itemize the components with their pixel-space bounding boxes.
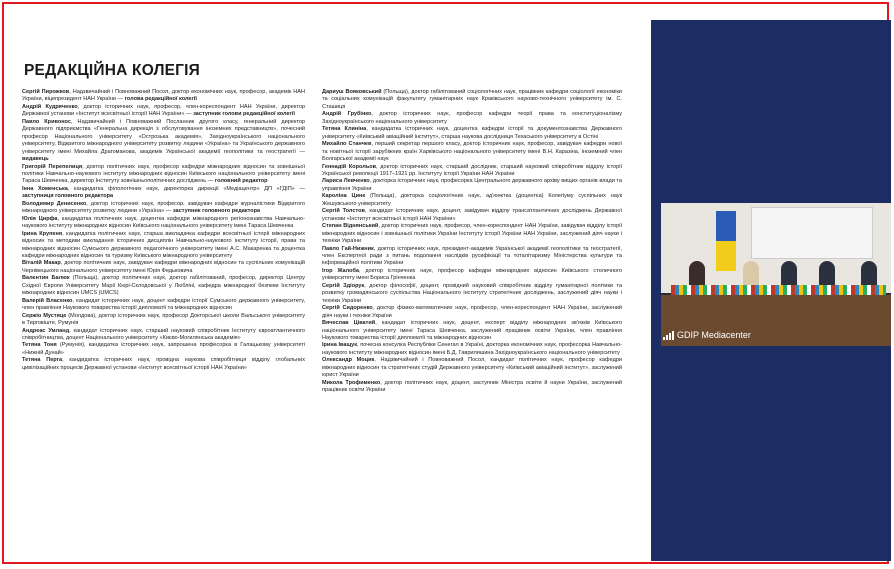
list-item xyxy=(322,305,622,320)
video-caption xyxy=(663,330,751,340)
member-name: Юлія Цирфа xyxy=(22,215,58,222)
member-name: Вячеслав Ціватий xyxy=(322,320,376,327)
member-role: видавець xyxy=(22,156,49,163)
member-text: , доктор історичних наук, старший дослідник, старший науковий співробітник відділу історії Української революції 1917–1921 рр. Інституту історії України НАН України xyxy=(322,163,622,177)
list-item xyxy=(322,246,622,268)
member-text: , кандидатка історичних наук, провідна наукова співробітниця відділу глобальних цивілізаційних процесів Державної установи «Інститут всесвітньої історії НАН України» xyxy=(22,357,305,371)
member-name: Павло Гай-Нижник xyxy=(322,245,374,252)
member-text: , Надзвичайний і Повноважний Посол, доктор економічних наук, професор, академік НАН України, віцепрезидент НАН України — xyxy=(22,89,305,103)
list-item xyxy=(322,141,622,163)
member-name: Андреас Умланд xyxy=(22,327,70,334)
member-text: , доктор історичних наук, професор, член-кореспондент НАН України, директор Державної установи «Інститут всесвітньої історії НАН України» — xyxy=(22,103,305,118)
member-text: , доктор історичних наук, професор кафедри міжнародних відносин Київського столичного університету імені Бориса Грінченка xyxy=(322,267,622,282)
member-text: , почесна консулка Республіки Сенегал в Україні, докторка економічних наук, професорка Навчально-наукового інституту міжнародних відносин імені Б.Д. Гаврилишина Західноукраїнського національного університету xyxy=(322,342,622,356)
member-role: головний редактор xyxy=(214,178,268,185)
member-name: Тетяна Перга xyxy=(22,357,63,364)
list-item xyxy=(322,320,622,342)
member-name: Кароліна Цинк xyxy=(322,193,366,200)
member-role: заступник головного редактора xyxy=(172,208,261,215)
list-item xyxy=(322,193,622,208)
list-item xyxy=(22,231,305,261)
list-item xyxy=(322,223,622,245)
member-name: Микола Трофименко xyxy=(322,379,381,386)
signal-bars-icon xyxy=(663,331,674,340)
video-thumbnail[interactable] xyxy=(661,203,891,346)
member-text: , доктор історичних наук, професор кафедри теорії права та конституціоналізму Західноукраїнського національного університету xyxy=(322,111,623,125)
member-name: Ірина Іващук xyxy=(322,342,358,349)
member-text: (Молдова), доктор історичних наук, професор Докторської школи Вальського університету в Тирговіште, Румунія xyxy=(22,312,305,327)
member-text: , докторка історичних наук, професорка Центрального державного архіву вищих органів влади та управління України xyxy=(322,178,622,192)
member-text: , кандидат історичних наук, доцент кафедри історії Сумського державного університету, член правління Наукового товариства історії дипломатії та міжнародних відносин xyxy=(22,297,306,312)
list-item xyxy=(322,268,622,283)
member-text: , перший секретар першого класу, доктор історичних наук, професор, завідувач кафедри нової та новітньої історії зарубіжних країн Харківського національного університету імені В.Н. Каразіна, іноземний член Болгарської академії наук xyxy=(322,141,622,163)
member-name: Михайло Станчев xyxy=(322,141,372,148)
member-text: , доктор фізико-математичних наук, професор, член-кореспондент НАН України, заслужений діяч науки і техніки України xyxy=(322,305,622,319)
member-name: Дариуш Вояковський xyxy=(322,89,382,95)
member-text: , кандидат історичних наук, старший науковий співробітник Інституту євроатлантичного співробітництва, доцент Національного університету «Києво-Могилянська академія» xyxy=(22,327,305,341)
list-item xyxy=(22,298,305,313)
list-item xyxy=(22,342,305,357)
member-name: Григорій Перепелиця xyxy=(22,163,83,170)
left-column xyxy=(22,89,305,372)
list-item xyxy=(322,342,622,357)
member-name: Валентин Балюк xyxy=(22,275,70,282)
member-text: , Надзвичайний і Повноважний Посланник другого класу, генеральний директор Державного підприємства «Генеральна дирекція з обслуговування іноземних представництв», почесний професор Національного університету «Острозька академія», Західноукраїнського національного університету, Відкритого міжнародного університету розвитку людини «Україна» та Українського державного університету імені Михайла Драгоманова, академік Української академії геополітики та геостратегії — xyxy=(22,118,305,155)
list-item xyxy=(22,119,305,164)
member-name: Інна Хоменська xyxy=(22,185,68,192)
member-text: (Польща), доктор політичних наук, доктор габілітований, професор, директор Центру Східної Європи Університету Марії Кюрі-Склодовської у Любліні, кафедра міжнародної безпеки Інституту міжнародних відносин UMCS (UMCS) xyxy=(22,275,305,297)
member-name: Валерій Власенко xyxy=(22,297,73,304)
member-name: Ірина Крупеня xyxy=(22,230,63,237)
member-text: , доктор політичних наук, професор кафедри міжнародних відносин та зовнішньої політики Навчально-наукового інституту міжнародних відносин Київського національного університету імені Тараса Шевченка, директор Інституту зовнішньополітичних досліджень — xyxy=(22,163,305,185)
list-item xyxy=(22,260,305,275)
right-column xyxy=(322,89,622,395)
list-item xyxy=(22,313,305,328)
list-item xyxy=(322,111,622,126)
member-role: заступниця головного редактора xyxy=(22,193,114,200)
member-name: Сержіо Мустяце xyxy=(22,312,67,319)
member-name: Геннадій Корольов xyxy=(322,163,377,170)
member-text: , кандидат історичних наук, доцент, експерт відділу міжнародних зв'язків Київського національного університету імені Тараса Шевченка, заслужений працівник освіти України, член правління Наукового товариства історії дипломатії та міжнародних відносин xyxy=(322,320,623,341)
member-text: , кандидатка філологічних наук, директорка дирекції «Медіацентр» ДП «ГДІП» — xyxy=(67,185,305,192)
page-title: РЕДАКЦІЙНА КОЛЕГІЯ xyxy=(24,62,201,79)
list-item xyxy=(22,216,305,231)
member-name: Сергій Здіорук xyxy=(322,282,365,289)
caption-text: GDIP Mediacenter xyxy=(677,330,751,340)
list-item xyxy=(322,283,622,305)
member-name: Віталій Макар xyxy=(22,260,61,267)
ukraine-flag-icon xyxy=(716,211,736,271)
member-name: Тетяна Тоня xyxy=(22,342,57,349)
member-name: Ігор Жалоба xyxy=(322,267,359,274)
member-text: , кандидатка політичних наук, старша викладачка кафедри всесвітньої історії міжнародних відносин та методики викладання історичних дисциплін Навчально-наукового інституту історії, права та міжнародних відносин Сумського державного педагогічного університету імені А.С. Макаренка та доцентка кафедри міжнародних відносин та туризму Київського міжнародного університету xyxy=(22,230,305,259)
list-item xyxy=(22,275,305,297)
list-item xyxy=(22,357,305,372)
member-role: голова редакційної колегії xyxy=(124,96,197,103)
member-text: , кандидатка історичних наук, доцентка кафедри історії та документознавства Державного університету «Київський авіаційний інститут», старша наукова дослідниця Техаського університету в Остіні xyxy=(322,126,622,140)
member-name: Сергій Толстов xyxy=(322,208,365,215)
member-name: Володимир Денисенко xyxy=(22,200,87,207)
member-text: , доктор політичних наук, доцент, заступник Міністра освіти й науки України, заслужений працівник освіти України xyxy=(322,379,622,394)
list-item xyxy=(322,208,622,223)
member-name: Сергій Сидоренко xyxy=(322,305,373,312)
list-item xyxy=(322,126,622,141)
member-name: Степан Віднянський xyxy=(322,223,379,230)
list-item xyxy=(322,164,622,179)
list-item xyxy=(322,89,622,111)
list-item xyxy=(22,201,305,216)
member-text: , доктор історичних наук, професор, завідувач кафедри журналістики Відкритого міжнародного університету розвитку людини «Україна» — xyxy=(22,200,305,215)
list-item xyxy=(22,328,305,343)
member-text: , доктор філософії, доцент, провідний науковий співробітник відділу гуманітарної політики та розвитку громадянського суспільства Національного інституту стратегічних досліджень, заслужений діяч науки і техніки України xyxy=(322,282,622,304)
list-item xyxy=(322,380,622,395)
member-text: (Румунія), кандидатка історичних наук, запрошена професорка в Галацькому університеті «Нижній Дунай» xyxy=(22,342,306,356)
member-text: , Надзвичайний і Повноважний Посол, кандидат політичних наук, професор кафедри міжнародних відносин та стратегічних студій Державного університету «Київський авіаційний інститут», заслужений юрист України xyxy=(322,357,623,379)
member-text: (Польща), доктор габілітований соціологічних наук, працівник кафедри соціології економіки та соціальних комунікацій факультету гуманітарних наук Краківського науково-технічного університету ім. С. Сташиця xyxy=(322,89,622,110)
member-name: Тетяна Клиніна xyxy=(322,126,367,133)
member-name: Павло Кривонос xyxy=(22,118,71,125)
list-item xyxy=(22,104,305,119)
member-text: , доктор політичних наук, завідувач кафедри міжнародних відносин та суспільних комунікацій Чернівецького національного університету імені Юрія Федьковича xyxy=(22,260,305,274)
member-name: Андрій Кудряченко xyxy=(22,103,78,110)
member-text: (Польща), докторка соціологічних наук, ад'юнктка (доцентка) Колегіуму суспільних наук Жешувського університету xyxy=(322,193,622,207)
list-item xyxy=(22,186,305,201)
member-role: заступник голови редакційної колегії xyxy=(193,111,295,118)
member-name: Лариса Левченко xyxy=(322,178,370,185)
member-text: , доктор історичних наук, президент-академік Української академії геополітики та геостратегії, член Експертної ради з питань подолання наслідків русифікації та тоталітаризму Міністерства культури та інформаційної політики України xyxy=(322,245,622,267)
member-name: Сергій Пирожков xyxy=(22,89,70,95)
list-item xyxy=(322,357,622,379)
member-text: , доктор історичних наук, професор, член-кореспондент НАН України, завідувач відділу історії міжнародних відносин і зовнішньої політики України Інституту історії України НАН України, заслужений діяч науки і техніки України xyxy=(322,223,622,245)
projector-screen xyxy=(751,207,873,259)
list-item xyxy=(322,178,622,193)
list-item xyxy=(22,89,305,104)
member-name: Олександр Моцик xyxy=(322,357,375,364)
list-item xyxy=(22,164,305,186)
member-text: , кандидатка політичних наук, доцентка кафедри міжнародного регіонознавства Навчально-наукового інституту міжнародних відносин Київського національного університету імені Тараса Шевченка xyxy=(22,215,305,230)
slide-page xyxy=(4,4,651,560)
member-name: Андрій Грубінко xyxy=(322,111,372,118)
member-text: , кандидат історичних наук, доцент, завідувач відділу трансатлантичних досліджень Державної установи «Інститут всесвітньої історії НАН України» xyxy=(322,208,622,222)
